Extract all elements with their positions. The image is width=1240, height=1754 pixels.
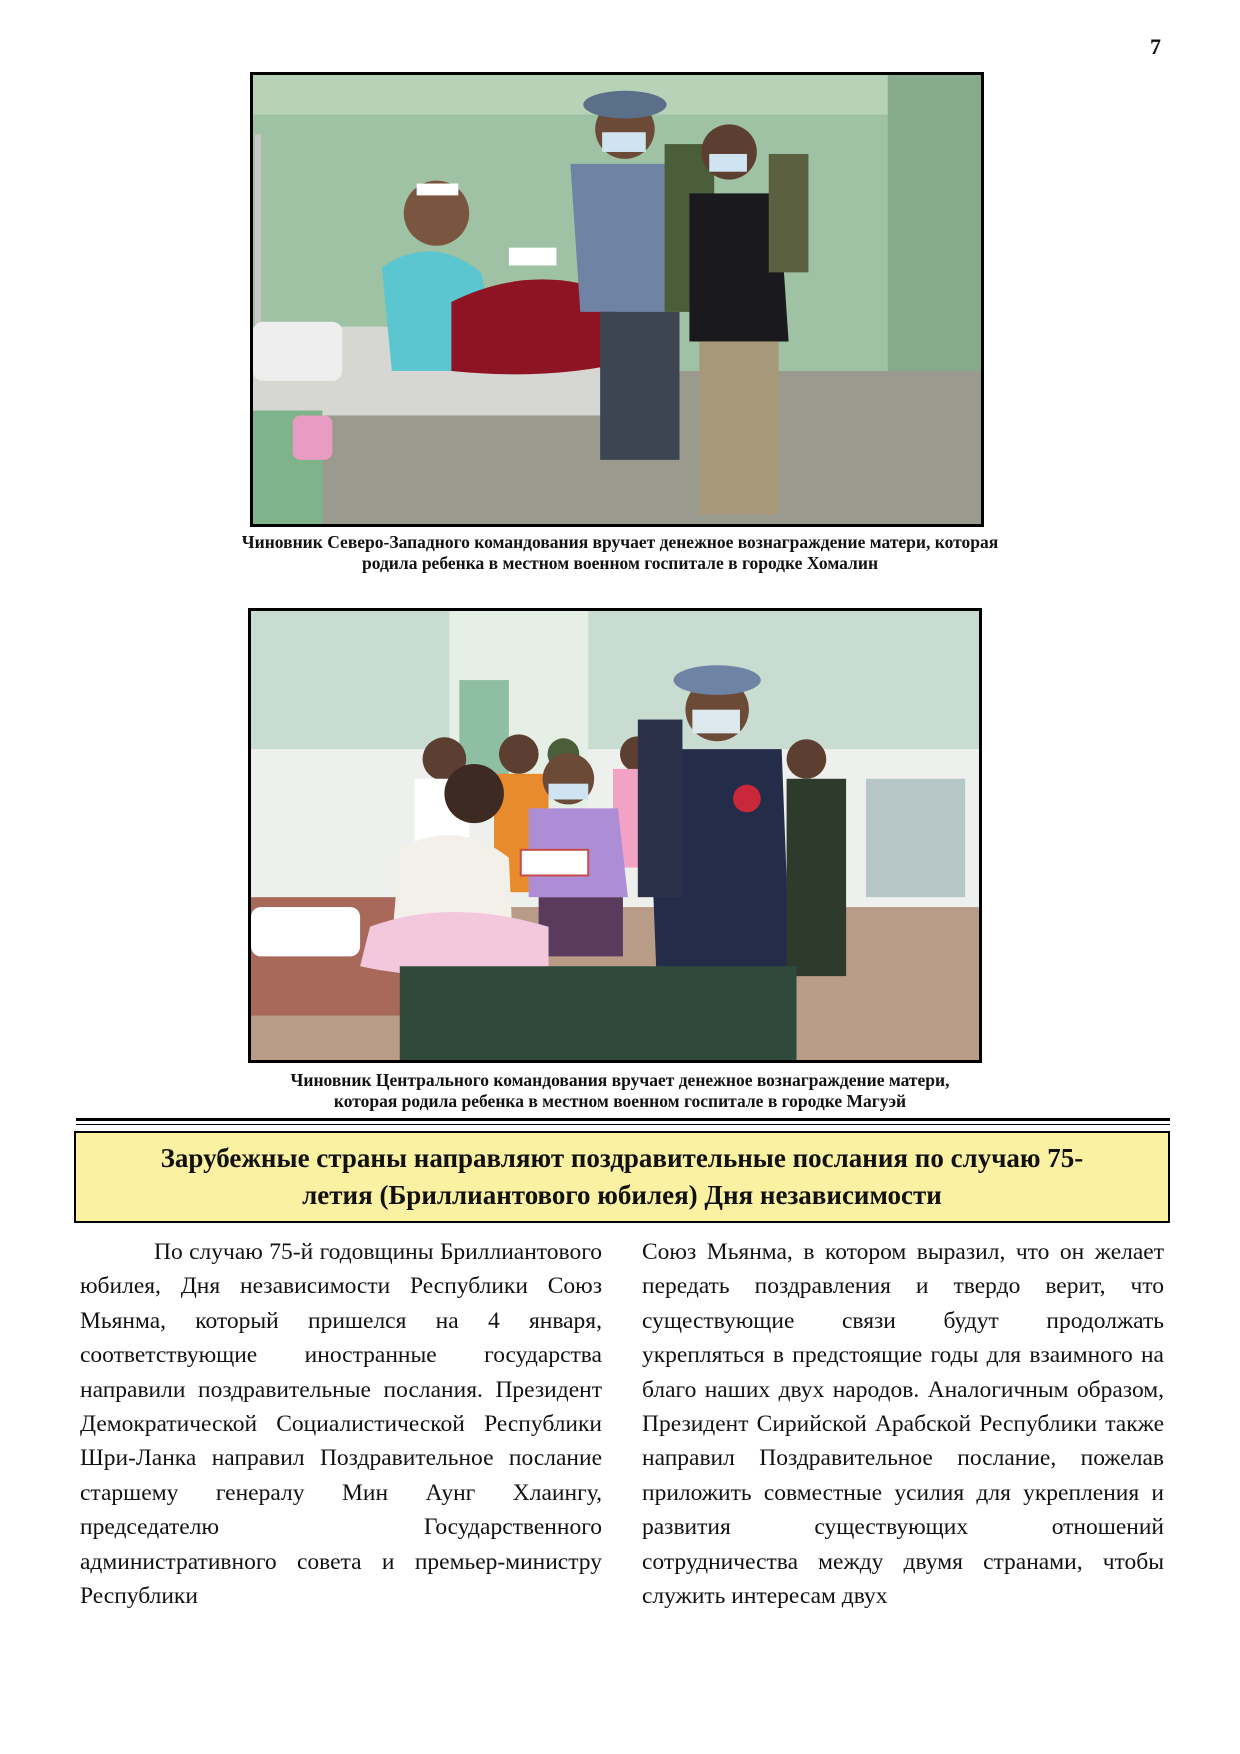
article-paragraph: По случаю 75-й годовщины Бриллиантового юбилея, Дня независимости Республики Союз Мьянма, который пришелся на 4 января, соответствующие иностранные государства направили поздравительные послания. Президент Демократической Социалистической Республики Шри-Ланка направил Поздравительное послание старшему генералу Мин Аунг Хлаингу, председателю Государственного административного совета и премьер-министру Республики bbox=[80, 1239, 602, 1610]
article-headline-box bbox=[74, 1131, 1170, 1223]
caption-line: Чиновник Северо-Западного командования вручает денежное вознаграждение матери, которая bbox=[241, 532, 999, 552]
caption-line: родила ребенка в местном военном госпитале в городке Хомалин bbox=[361, 553, 879, 573]
caption-line: которая родила ребенка в местном военном госпитале в городке Магуэй bbox=[333, 1091, 907, 1111]
photo-homalin-hospital bbox=[250, 72, 984, 527]
caption-line: Чиновник Центрального командования вручает денежное вознаграждение матери, bbox=[290, 1070, 950, 1090]
divider bbox=[76, 1124, 1170, 1125]
page-number: 7 bbox=[1150, 34, 1161, 59]
article-headline bbox=[149, 1140, 1096, 1214]
headline-line: летия (Бриллиантового юбилея) Дня независимости bbox=[302, 1180, 942, 1210]
article-paragraph: Союз Мьянма, в котором выразил, что он желает передать поздравления и твердо верит, что существующие связи будут продолжать укрепляться в предстоящие годы для взаимного на благо наших двух народов. Аналогичным образом, Президент Сирийской Арабской Республики также направил Поздравительное послание, пожелав приложить совместные усилия для укрепления и развития существующих отношений сотрудничества между двумя странами, чтобы служить интересам двух bbox=[642, 1239, 1164, 1610]
headline-line: Зарубежные страны направляют поздравительные послания по случаю 75- bbox=[160, 1143, 1084, 1173]
photo-caption bbox=[100, 532, 1140, 574]
photo-caption bbox=[100, 1070, 1140, 1112]
divider bbox=[76, 1118, 1170, 1121]
article-column-left bbox=[80, 1235, 602, 1613]
photo-magway-hospital bbox=[248, 608, 982, 1063]
article-column-right bbox=[642, 1235, 1164, 1613]
